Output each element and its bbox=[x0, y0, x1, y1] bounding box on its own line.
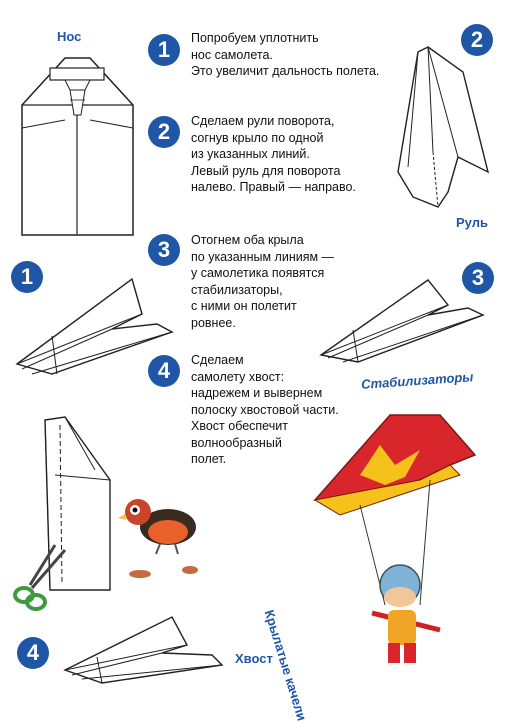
rudder-label: Руль bbox=[456, 215, 488, 230]
step-line: Левый руль для поворота bbox=[191, 163, 341, 178]
step-number-badge: 2 bbox=[148, 116, 180, 148]
step-line: Сделаем рули поворота, bbox=[191, 114, 335, 128]
step-line: у самолетика появятся bbox=[191, 266, 325, 280]
pebbles-decoration bbox=[125, 562, 205, 582]
step-1-text bbox=[191, 30, 379, 80]
step-number-badge: 1 bbox=[148, 34, 180, 66]
figure-badge: 3 bbox=[462, 262, 494, 294]
step-number-badge: 3 bbox=[148, 234, 180, 266]
step-line: из указанных линий. bbox=[191, 147, 310, 161]
figure-badge: 1 bbox=[11, 261, 43, 293]
step-line: ровнее. bbox=[191, 315, 236, 330]
paper-plane-diagram bbox=[12, 274, 172, 384]
step-line: Сделаем bbox=[191, 353, 244, 367]
step-number-badge: 4 bbox=[148, 355, 180, 387]
figure-badge: 4 bbox=[17, 637, 49, 669]
step-line: волнообразный bbox=[191, 435, 282, 450]
step-line: полоску хвостовой части. bbox=[191, 402, 339, 417]
step-line: полет. bbox=[191, 452, 227, 466]
winged-swing-caption: Крылатые качели bbox=[261, 608, 310, 723]
wing-swing-illustration bbox=[300, 405, 480, 665]
stabilizers-plane-diagram bbox=[318, 270, 488, 370]
stabilizers-label: Стабилизаторы bbox=[360, 369, 474, 392]
step-line: Попробуем уплотнить bbox=[191, 31, 319, 45]
rudder-plane-diagram bbox=[388, 42, 498, 222]
step-line: Хвост обеспечит bbox=[191, 419, 288, 433]
scissors-icon bbox=[10, 540, 70, 610]
nose-label: Нос bbox=[57, 29, 82, 44]
step-3-text bbox=[191, 232, 334, 331]
tail-label: Хвост bbox=[235, 651, 273, 666]
step-line: с ними он полетит bbox=[191, 299, 297, 313]
step-line: надрежем и вывернем bbox=[191, 386, 323, 400]
bird-illustration bbox=[120, 492, 200, 562]
step-line: согнув крыло по одной bbox=[191, 130, 324, 145]
step-line: Это увеличит дальность полета. bbox=[191, 64, 380, 78]
figure-badge: 2 bbox=[461, 24, 493, 56]
nose-folding-diagram bbox=[15, 50, 145, 240]
step-line: налево. Правый — направо. bbox=[191, 180, 356, 194]
step-2-text bbox=[191, 113, 356, 196]
tail-plane-diagram bbox=[62, 615, 232, 685]
step-line: самолету хвост: bbox=[191, 369, 285, 384]
step-line: нос самолета. bbox=[191, 47, 273, 62]
step-line: по указанным линиям — bbox=[191, 249, 335, 264]
step-line: стабилизаторы, bbox=[191, 282, 283, 297]
step-line: Отогнем оба крыла bbox=[191, 233, 304, 247]
